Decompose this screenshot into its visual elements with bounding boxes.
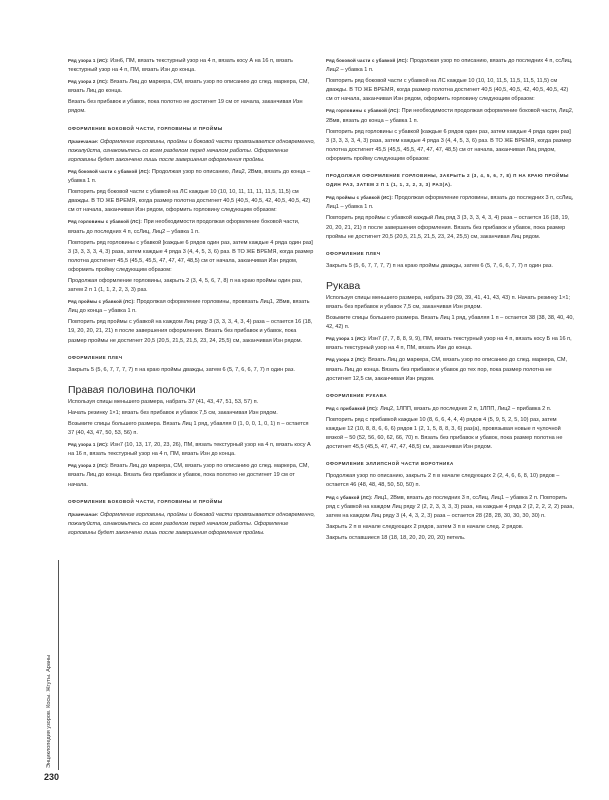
body-paragraph <box>68 217 316 236</box>
row-label: Ряд горловины с убавкой (ЛС): <box>68 219 143 225</box>
paragraph-text: Правая половина полочки <box>68 383 196 396</box>
section-subheading <box>68 124 316 133</box>
row-label: Ряд узора 2 (ЛС): <box>68 79 109 85</box>
body-paragraph <box>326 404 574 414</box>
row-label: Ряд боковой части с убавкой (ЛС): <box>326 58 409 63</box>
paragraph-text: Используя спицы меньшего размера, набрать 37 (41, 43, 47, 51, 53, 57) п. <box>68 398 259 405</box>
left-column <box>68 56 316 540</box>
row-label: Ряд узора 1 (ИС): <box>326 336 367 342</box>
paragraph-text: Повторить ряд с прибавкой каждые 10 (8, 6, 6, 4, 4, 4) рядов 4 (5, 9, 5, 2, 5, 10) раз, затем каждые 12 (10, 8, 8, 6, 6, 6) рядов 1 (2, 1, 5, 8, 8, 3, 6) раз(а), провязывая новые п чулочной вязкой – 50 (52, 56, 60, 62, 66, 70) п. Вязать без прибавок и убавок, пока размер полотна не достигнет 45,5 (45,5, 47, 47, 47, 48,5) см, заканчивая Изн рядом. <box>326 416 563 451</box>
paragraph-text: Закрыть 5 (5, 6, 7, 7, 7, 7) п на краю проймы дважды, затем 6 (5, 7, 6, 6, 7, 7) п один раз. <box>68 366 295 373</box>
paragraph-text: Продолжая узор по описанию, закрыть 2 п в начале следующих 2 (2, 4, 6, 6, 8, 10) рядов – остается 46 (48, 48, 48, 50, 50, 50) п. <box>326 473 560 489</box>
body-paragraph <box>326 106 574 125</box>
row-label: Ряд узора 2 (ЛС): <box>68 463 109 469</box>
paragraph-text: Лиц1, 2Вмв, вязать до последних 3 п, ссЛиц, Лиц1 – убавка 2 п. Повторить ряд с убавкой на каждом Лиц ряду 2 (2, 2, 3, 3, 3, 3) раза, на каждые 4 ряда 2 (2, 2, 2, 2, 2) раза, затем на каждом Лиц ряду 3 (4, 4, 3, 2, 3) раза – остается 28 (28, 28, 30, 30, 30, 30) п. <box>326 494 574 519</box>
body-paragraph <box>326 334 574 353</box>
body-paragraph <box>68 440 316 459</box>
paragraph-text: Изн7 (7, 7, 8, 8, 9, 9), ПМ, вязать текстурный узор на 4 п, вязать косу Б на 16 п, вязать текстурный узор на 4 п, ПМ, вязать Изн до конца. <box>326 336 572 352</box>
paragraph-text: Рукава <box>326 279 361 292</box>
note-paragraph <box>68 510 316 538</box>
section-subheading <box>68 353 316 362</box>
body-paragraph <box>326 314 574 332</box>
paragraph-text: Изн7 (10, 13, 17, 20, 23, 26), ПМ, вязать текстурный узор на 4 п, вязать косу А на 16 п, вязать текстурный узор на 4 п, ПМ, вязать Изн до конца. <box>68 442 311 458</box>
body-paragraph <box>68 56 316 75</box>
paragraph-text: Закрыть оставшиеся 18 (18, 18, 20, 20, 20, 20) петель. <box>326 534 466 541</box>
paragraph-text: Возьмите спицы большего размера. Вязать Лиц 1 ряд, убавляя 1 п – остается 38 (38, 38, 40, 40, 42, 42) п. <box>326 315 574 331</box>
row-label: Ряд горловины с убавкой (ЛС): <box>326 108 401 114</box>
book-title-vertical: Энциклопедия узоров. Косы. Жгуты. Араны <box>46 654 52 768</box>
body-paragraph <box>326 214 574 241</box>
paragraph-text: Оформление горловины, проймы и боковой части провязывается одновременно, пожалуйста, ознакомьтесь со всем разделом перед началом работы. Оформление горловины будет закончено лишь после завершения оформления проймы. <box>68 511 316 536</box>
body-paragraph <box>326 523 574 532</box>
section-title <box>326 280 574 292</box>
paragraph-text: ОФОРМЛЕНИЕ РУКАВА <box>326 392 387 398</box>
row-label: Примечание: <box>68 511 99 517</box>
row-label: Ряд с прибавкой (ЛС): <box>326 405 379 411</box>
paragraph-text: Повторить ряд проймы с убавкой каждый Лиц ряд 3 (3, 3, 3, 4, 3, 4) раза – остается 16 (18, 19, 20, 20, 21, 21) п после завершения оформления. Вязать без прибавок и убавок, пока размер проймы не достигнет 20,5 (20,5, 21,5, 21,5, 23, 24, 25,5) см, заканчивая Лиц рядом. <box>326 215 570 240</box>
paragraph-text: Повторить ряд горловины с убавкой [каждые 6 рядов один раз, затем каждые 4 ряда один раз] 3 (3, 3, 3, 3, 4, 3) раза, затем каждые 4 ряда 3 (4, 4, 5, 3, 6) раз. В ТО ЖЕ ВРЕМЯ, когда размер полотна достигнет 45,5 (45,5, 45,5, 47, 47, 47, 48,5) см от начала, заканчивая Изн рядом, оформить пройму следующим образом: <box>68 239 314 273</box>
body-paragraph <box>326 294 574 312</box>
note-paragraph <box>68 137 316 165</box>
body-paragraph <box>68 277 316 295</box>
body-paragraph <box>68 318 316 345</box>
body-paragraph <box>326 56 574 75</box>
body-paragraph <box>68 366 316 375</box>
body-paragraph <box>326 416 574 452</box>
body-paragraph <box>326 262 574 271</box>
paragraph-text: Закрыть 5 (5, 6, 7, 7, 7, 7) п на краю проймы дважды, затем 6 (5, 7, 6, 6, 7, 7) п один раз. <box>326 262 553 269</box>
paragraph-text: ПРОДОЛЖАЯ ОФОРМЛЕНИЕ ГОРЛОВИНЫ, ЗАКРЫТЬ 2 (3, 4, 5, 6, 7, 8) П НА КРАЮ ПРОЙМЫ ОДИН РАЗ, ЗАТЕМ 2 П 1 (1, 1, 2, 2, 3, 3) РАЗ(А). <box>326 173 569 188</box>
body-paragraph <box>68 98 316 116</box>
paragraph-text: Изн6, ПМ, вязать текстурный узор на 4 п, вязать косу А на 16 п, вязать текстурный узор на 4 п, ПМ, вязать Изн до конца. <box>68 58 293 74</box>
body-paragraph <box>68 409 316 418</box>
paragraph-text: ОФОРМЛЕНИЕ БОКОВОЙ ЧАСТИ, ГОРЛОВИНЫ И ПРОЙМЫ <box>68 125 223 131</box>
paragraph-text: ОФОРМЛЕНИЕ ПЛЕЧ <box>68 354 123 360</box>
paragraph-text: Начать резинку 1×1; вязать без прибавок и убавок 7,5 см, заканчивая Изн рядом. <box>68 409 278 416</box>
paragraph-text: Продолжая оформление горловины, закрыть 2 (3, 4, 5, 6, 7, 8) п на краю проймы один раз, затем 2 п 1 (1, 1, 2, 2, 3, 3) раз. <box>68 277 303 294</box>
paragraph-text: Продолжая узор по описанию, Лиц2, 2Вмв, вязать до конца – убавка 1 п. <box>68 168 311 185</box>
body-paragraph <box>68 239 316 275</box>
body-paragraph <box>68 77 316 96</box>
section-subheading <box>326 391 574 400</box>
paragraph-text: ОФОРМЛЕНИЕ БОКОВОЙ ЧАСТИ, ГОРЛОВИНЫ И ПРОЙМЫ <box>68 498 223 504</box>
paragraph-text: При необходимости продолжая оформление боковой части, вязать до последних 4 п, ссЛиц, Лиц2 – убавка 1 п. <box>68 219 300 235</box>
row-label: Ряд боковой части с убавкой (ЛС): <box>68 168 151 174</box>
row-label: Ряд проймы с убавкой (ИС): <box>326 195 393 201</box>
footer-rule <box>58 560 59 770</box>
paragraph-text: При необходимости продолжая оформление боковой части, Лиц2, 2Вмв, вязать до конца – убавка 1 п. <box>326 108 574 124</box>
section-subheading <box>326 171 574 189</box>
section-subheading <box>326 249 574 258</box>
body-paragraph <box>326 534 574 543</box>
body-paragraph <box>326 193 574 212</box>
paragraph-text: Повторить ряд горловины с убавкой [каждые 6 рядов один раз, затем каждые 4 ряда один раз] 3 (3, 3, 3, 3, 4, 3) раза, затем каждые 4 ряда 3 (4, 4, 5, 3, 6) раз. В ТО ЖЕ ВРЕМЯ, когда размер полотна достигнет 45,5 (45,5, 45,5, 47, 47, 47, 48,5) см от начала, заканчивая Лиц рядом, оформить пройму следующим образом: <box>326 128 572 162</box>
section-title <box>68 384 316 396</box>
row-label: Примечание: <box>68 138 99 144</box>
right-column <box>326 56 574 545</box>
paragraph-text: Используя спицы меньшего размера, набрать 39 (39, 39, 41, 41, 43, 43) п. Начать резинку 1×1; вязать без прибавок и убавок 7,5 см, заканчивая Изн рядом. <box>326 294 570 310</box>
row-label: Ряд проймы с убавкой (ЛС): <box>68 299 135 305</box>
body-paragraph <box>326 77 574 104</box>
body-paragraph <box>68 461 316 489</box>
paragraph-text: Продолжая оформление горловины, провязать Лиц1, 2Вмв, вязать Лиц до конца – убавка 1 п. <box>68 299 310 315</box>
paragraph-text: ОФОРМЛЕНИЕ ЭЛЛИПСНОЙ ЧАСТИ ВОРОТНИКА <box>326 461 454 467</box>
paragraph-text: Вязать без прибавок и убавок, пока полотно не достигнет 19 см от начала, заканчивая Изн рядом. <box>68 99 303 115</box>
paragraph-text: Повторить ряд проймы с убавкой на каждом Лиц ряду 3 (3, 3, 3, 4, 3, 4) раза – остается 16 (18, 19, 20, 20, 21, 21) п после завершения оформления. Вязать без прибавок и убавок, пока размер проймы не достигнет 20,5 (20,5, 21,5, 21,5, 23, 24, 25,5) см, заканчивая Изн рядом. <box>68 319 313 344</box>
paragraph-text: Вязать Лиц до маркера, СМ, вязать узор по описанию до след. маркера, СМ, вязать Лиц до конца. Вязать без прибавок и убавок, пока полотно не достигнет 19 см от начала. <box>68 463 309 488</box>
body-paragraph <box>326 355 574 383</box>
paragraph-text: ОФОРМЛЕНИЕ ПЛЕЧ <box>326 250 381 256</box>
paragraph-text: Вязать Лиц до маркера, СМ, вязать узор по описанию до след. маркера, СМ, вязать Лиц до конца. Вязать без прибавок и убавок до тех пор, пока размер полотна не достигнет 12,5 см, заканчивая Изн рядом. <box>326 357 567 382</box>
paragraph-text: Оформление горловины, проймы и боковой части провязывается одновременно, пожалуйста, ознакомьтесь со всем разделом перед началом работы. Оформление горловины будет закончено лишь после завершения оформления проймы. <box>68 138 316 163</box>
paragraph-text: Возьмите спицы большего размера. Вязать Лиц 1 ряд, убавляя 0 (1, 0, 0, 1, 0, 1) п – остается 37 (40, 43, 47, 50, 53, 56) п. <box>68 421 309 437</box>
body-paragraph <box>68 188 316 215</box>
paragraph-text: Закрыть 2 п в начале следующих 2 рядов, затем 3 п в начале след. 2 рядов. <box>326 523 524 530</box>
row-label: Ряд узора 1 (ИС): <box>68 442 109 448</box>
paragraph-text: Повторить ряд боковой части с убавкой на ЛС каждые 10 (10, 10, 11,5, 11,5, 11,5, 11,5) см дважды. В ТО ЖЕ ВРЕМЯ, когда размер полотна достигнет 40,5 (40,5, 40,5, 42, 40,5, 40,5, 42) см от начала, заканчивая Изн рядом, оформить горловину следующим образом: <box>326 78 569 103</box>
body-paragraph <box>68 398 316 407</box>
section-subheading <box>68 497 316 506</box>
paragraph-text: Лиц2, 1ЛПП, вязать до последних 2 п, 1ЛПП, Лиц2 – прибавка 2 п. <box>378 405 552 412</box>
body-paragraph <box>326 493 574 521</box>
body-paragraph <box>326 128 574 164</box>
paragraph-text: Повторить ряд боковой части с убавкой на ЛС каждые 10 (10, 10, 11, 11, 11, 11,5, 11,5) см дважды. В ТО ЖЕ ВРЕМЯ, когда размер полотна достигнет 40,5 (40,5, 40,5, 42, 40,5, 40,5, 42) см от начала, заканчивая Изн рядом, оформить горловину следующим образом: <box>68 189 311 214</box>
side-running-title <box>44 560 54 770</box>
paragraph-text: Продолжая узор по описанию, вязать до последних 4 п, ссЛиц, Лиц2 – убавка 1 п. <box>326 58 573 74</box>
row-label: Ряд с убавкой (ЛС): <box>326 494 373 500</box>
body-paragraph <box>68 167 316 186</box>
section-subheading <box>326 459 574 468</box>
row-label: Ряд узора 1 (ИС): <box>68 58 109 63</box>
page-number: 230 <box>44 772 60 782</box>
body-paragraph <box>68 297 316 316</box>
row-label: Ряд узора 2 (ЛС): <box>326 357 367 363</box>
body-paragraph <box>326 472 574 490</box>
paragraph-text: Продолжая оформление горловины, вязать до последних 3 п, ссЛиц, Лиц1 – убавка 1 п. <box>326 195 574 211</box>
paragraph-text: Вязать Лиц до маркера, СМ, вязать узор по описанию до след. маркера, СМ, вязать Лиц до конца. <box>68 79 309 95</box>
body-paragraph <box>68 420 316 438</box>
